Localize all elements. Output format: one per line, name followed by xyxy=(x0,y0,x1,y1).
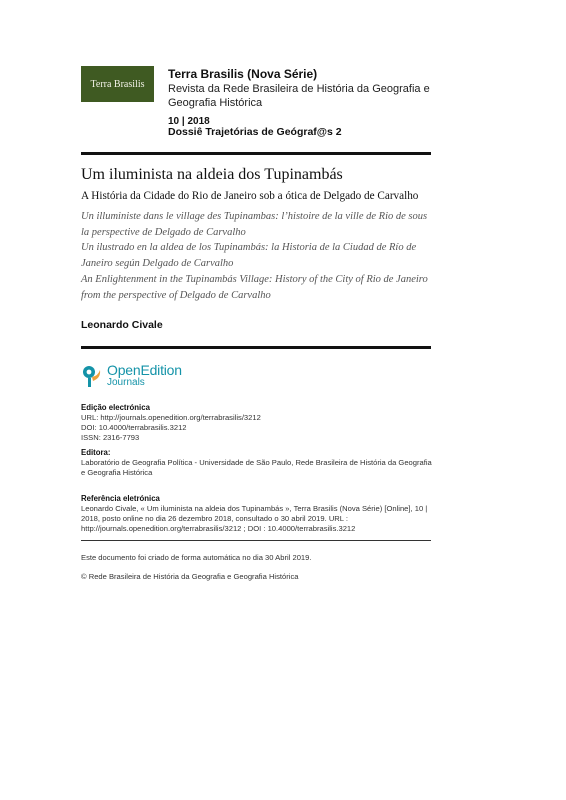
dossier-title: Dossiê Trajetórias de Geógraf@s 2 xyxy=(168,126,342,138)
reference-section xyxy=(81,494,433,534)
alt-title-english: An Enlightenment in the Tupinambás Village: History of the City of Rio de Janeiro from the perspective of Delgado de Carvalho xyxy=(81,274,428,301)
journal-logo-text: Terra Brasilis xyxy=(90,78,145,90)
article-subtitle: A História da Cidade do Rio de Janeiro sob a ótica de Delgado de Carvalho xyxy=(81,190,419,202)
middle-divider xyxy=(81,346,431,349)
editor-section xyxy=(81,448,433,478)
issue-number: 10 | 2018 xyxy=(168,116,210,127)
electronic-edition-label: Edição electrónica xyxy=(81,403,150,412)
openedition-icon xyxy=(81,364,103,388)
alt-title-spanish: Un ilustrado en la aldea de los Tupinambás: la Historia de la Ciudad de Río de Janeiro según Delgado de Carvalho xyxy=(81,242,417,269)
openedition-name: OpenEdition xyxy=(107,362,182,378)
author-name: Leonardo Civale xyxy=(81,319,163,331)
reference-label: Referência eletrónica xyxy=(81,494,160,503)
journal-logo xyxy=(81,66,154,102)
bottom-divider xyxy=(81,540,431,541)
top-divider xyxy=(81,152,431,155)
journal-title: Terra Brasilis (Nova Série) xyxy=(168,67,318,81)
electronic-edition-section xyxy=(81,403,433,443)
electronic-edition-issn: ISSN: 2316-7793 xyxy=(81,433,140,442)
electronic-edition-url[interactable]: URL: http://journals.openedition.org/terrabrasilis/3212 xyxy=(81,413,261,422)
openedition-journals: Journals xyxy=(107,377,145,388)
alt-title-french: Un illuministe dans le village des Tupinambas: l’histoire de la ville de Rio de sous la perspective de Delgado de Carvalho xyxy=(81,211,428,238)
electronic-edition-doi[interactable]: DOI: 10.4000/terrabrasilis.3212 xyxy=(81,423,187,432)
article-title: Um iluminista na aldeia dos Tupinambás xyxy=(81,166,343,183)
journal-subtitle: Revista da Rede Brasileira de História da Geografia e Geografia Histórica xyxy=(168,83,430,109)
reference-text: Leonardo Civale, « Um iluminista na aldeia dos Tupinambás », Terra Brasilis (Nova Série) [Online], 10 | 2018, posto online no dia 26 dezembro 2018, consultado o 30 abril 2019. URL : http://journals.openedition.org/terrabrasilis/3212 ; DOI : 10.4000/terrabrasilis.3212 xyxy=(81,504,428,533)
editor-text: Laboratório de Geografia Política - Universidade de São Paulo, Rede Brasileira de História da Geografia e Geografia Histórica xyxy=(81,458,432,477)
openedition-logo[interactable] xyxy=(81,363,182,388)
editor-label: Editora: xyxy=(81,448,111,457)
copyright-note: © Rede Brasileira de História da Geografia e Geografia Histórica xyxy=(81,572,299,581)
generation-note: Este documento foi criado de forma automática no dia 30 Abril 2019. xyxy=(81,553,312,562)
